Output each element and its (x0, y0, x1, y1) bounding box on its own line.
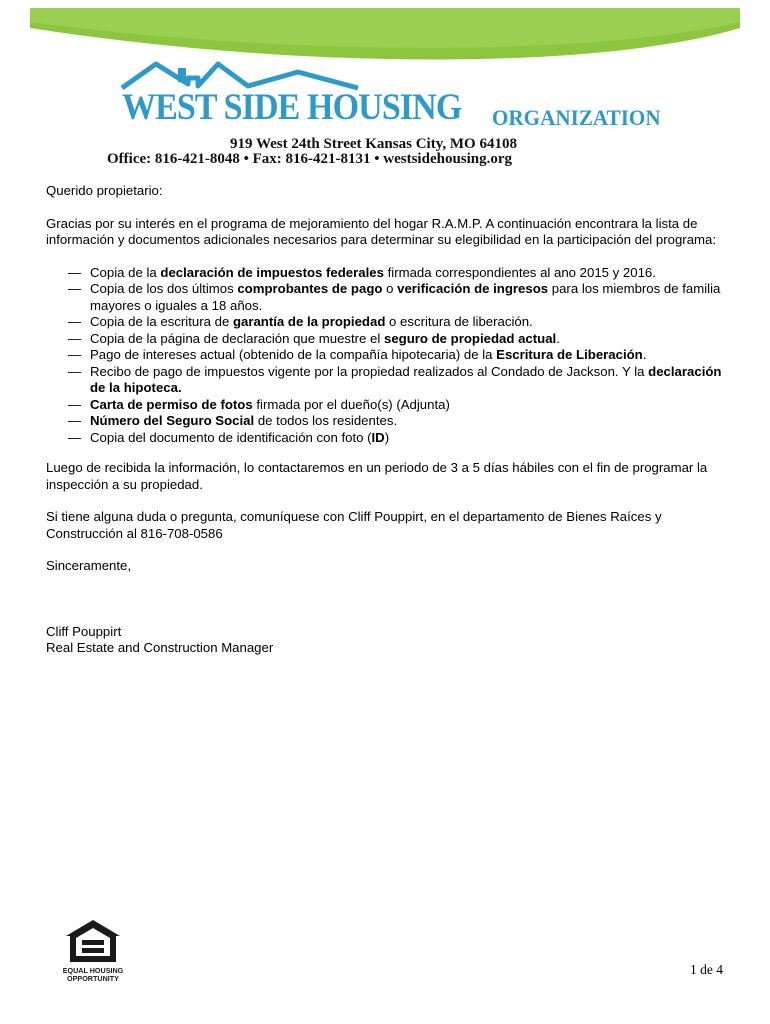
document-item-text: Pago de intereses actual (obtenido de la compañía hipotecaria) de la (90, 347, 497, 362)
document-list-item (46, 430, 736, 447)
equal-housing-opportunity-logo (62, 916, 124, 988)
document-item-text: Copia de la (90, 264, 161, 280)
org-address: 919 West 24th Street Kansas City, MO 64108 (230, 136, 517, 152)
dash-bullet: — (68, 396, 82, 412)
document-item-bold-text: seguro de propiedad actual (383, 330, 557, 346)
document-list-item (46, 347, 736, 364)
document-item-text: o (382, 281, 398, 296)
document-item-text: ) (384, 429, 390, 445)
dash-bullet: — (68, 314, 82, 329)
eho-line-1: EQUAL HOUSING (62, 966, 124, 975)
document-item-text: firmada correspondientes al ano 2015 y 2016. (383, 264, 656, 280)
document-item-bold-text: declaración de la hipoteca. (90, 363, 722, 395)
document-item-text: Copia de la página de declaración que muestre el (90, 330, 384, 346)
document-item-text: para los miembros de familia mayores o iguales a 18 años. (90, 281, 721, 313)
followup-paragraph: Luego de recibida la información, lo contactaremos en un periodo de 3 a 5 días hábiles con el fin de programar la inspección a su propiedad. (46, 460, 708, 492)
document-list-item (46, 314, 736, 331)
document-item-text: o escritura de liberación. (385, 314, 533, 329)
dash-bullet: — (68, 264, 82, 280)
signer-title: Real Estate and Construction Manager (46, 640, 274, 655)
document-item-text: Recibo de pago de impuestos vigente por la propiedad realizados al Condado de Jackson. Y la (90, 363, 649, 379)
dash-bullet: — (68, 281, 82, 296)
document-item-bold-text: comprobantes de pago (237, 281, 383, 296)
org-name: WEST SIDE HOUSING (122, 87, 462, 128)
dash-bullet: — (68, 347, 82, 362)
letter-body (46, 183, 736, 657)
required-documents-list (46, 265, 736, 447)
dash-bullet: — (68, 429, 82, 445)
document-item-text: Copia de la escritura de (90, 314, 233, 329)
eho-line-2: OPPORTUNITY (67, 974, 119, 983)
document-item-bold-text: declaración de impuestos federales (160, 264, 384, 280)
greeting: Querido propietario: (46, 183, 163, 198)
document-item-text: . (642, 347, 647, 362)
document-list-item (46, 331, 736, 348)
document-item-text: Copia de los dos últimos (90, 281, 238, 296)
document-list-item (46, 364, 736, 397)
document-item-text: Copia del documento de identificación con foto ( (90, 429, 372, 445)
closing: Sinceramente, (46, 558, 132, 573)
document-item-text: firmada por el dueño(s) (Adjunta) (252, 396, 450, 412)
dash-bullet: — (68, 413, 82, 428)
document-list-item (46, 281, 736, 314)
document-list-item (46, 265, 736, 282)
dash-bullet: — (68, 330, 82, 346)
document-item-bold-text: Número del Seguro Social (90, 413, 255, 428)
document-item-bold-text: garantía de la propiedad (232, 314, 386, 329)
document-item-bold-text: ID (371, 429, 385, 445)
document-list-item (46, 413, 736, 430)
document-item-text: . (556, 330, 560, 346)
contact-paragraph: Si tiene alguna duda o pregunta, comuníquese con Cliff Pouppirt, en el departamento de Bienes Raíces y Construcción al 816-708-0586 (46, 509, 662, 541)
organization-logo (0, 0, 770, 175)
signer-name: Cliff Pouppirt (46, 623, 122, 639)
org-suffix: ORGANIZATION (492, 105, 661, 130)
document-item-text: de todos los residentes. (254, 413, 398, 428)
document-item-bold-text: verificación de ingresos (397, 281, 549, 296)
org-contact-line: Office: 816-421-8048 • Fax: 816-421-8131 • westsidehousing.org (107, 151, 513, 167)
intro-paragraph: Gracias por su interés en el programa de mejoramiento del hogar R.A.M.P. A continuación encontrara la lista de información y documentos adicionales necesarios para determinar su elegibilidad en la participación del programa: (46, 215, 717, 247)
page-number: 1 de 4 (690, 962, 723, 977)
document-list-item (46, 397, 736, 414)
document-item-bold-text: Escritura de Liberación (496, 347, 643, 362)
dash-bullet: — (68, 363, 82, 379)
document-item-bold-text: Carta de permiso de fotos (90, 396, 253, 412)
